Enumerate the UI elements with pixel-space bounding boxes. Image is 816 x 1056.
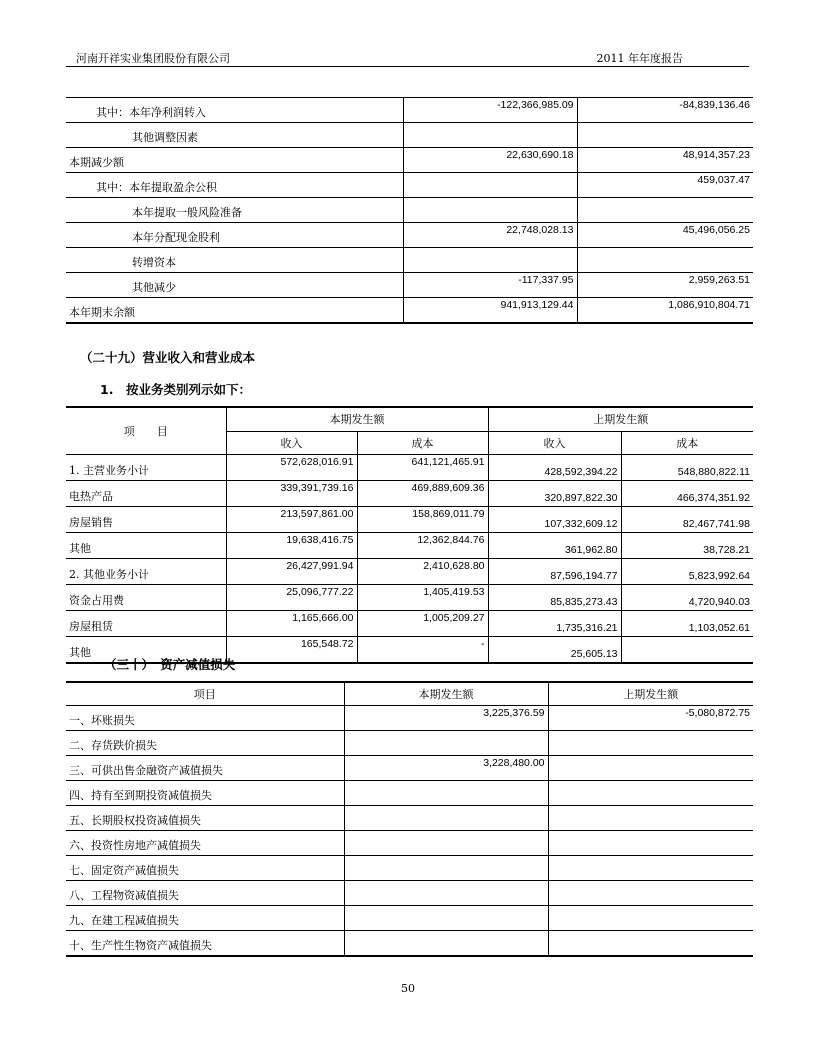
table-row — [66, 831, 753, 856]
table-row — [66, 98, 753, 123]
row-label: 七、固定资产减值损失 — [66, 856, 344, 881]
row-label: 1. 主营业务小计 — [66, 455, 226, 481]
current-period-value: 3,225,376.59 — [344, 706, 548, 731]
col-prior-cost: 成本 — [621, 431, 753, 455]
table-row — [66, 731, 753, 756]
current-period-value: 22,630,690.18 — [403, 148, 577, 173]
row-label: 十、生产性生物资产减值损失 — [66, 931, 344, 957]
table-row — [66, 248, 753, 273]
row-label: 六、投资性房地产减值损失 — [66, 831, 344, 856]
current-period-value — [344, 856, 548, 881]
current-cost: 2,410,628.80 — [357, 559, 488, 585]
prior-period-value: 2,959,263.51 — [577, 273, 753, 298]
equity-change-table — [66, 97, 753, 324]
row-label: 资金占用费 — [66, 585, 226, 611]
section-30-title: （三十） 资产减值损失 — [104, 657, 236, 672]
prior-period-value — [577, 123, 753, 148]
row-label: 房屋销售 — [66, 507, 226, 533]
prior-cost: 82,467,741.98 — [621, 507, 753, 533]
row-label: 其中：本年提取盈余公积 — [66, 173, 403, 198]
prior-period-value: -5,080,872.75 — [548, 706, 753, 731]
current-income: 165,548.72 — [226, 637, 357, 664]
prior-period-value — [548, 906, 753, 931]
current-income: 213,597,861.00 — [226, 507, 357, 533]
col-current-header: 本期发生额 — [344, 682, 548, 706]
row-label: 五、长期股权投资减值损失 — [66, 806, 344, 831]
prior-income: 361,962.80 — [488, 533, 621, 559]
current-period-value — [344, 881, 548, 906]
current-period-value — [403, 123, 577, 148]
current-period-value: -122,366,985.09 — [403, 98, 577, 123]
table-row — [66, 585, 753, 611]
current-period-value: 3,228,480.00 — [344, 756, 548, 781]
prior-period-value — [577, 248, 753, 273]
current-period-value — [344, 831, 548, 856]
section-29-title: （二十九）营业收入和营业成本 — [80, 350, 256, 365]
col-item-header: 项 目 — [66, 407, 226, 455]
prior-period-value: 459,037.47 — [577, 173, 753, 198]
report-title: 2011 年年度报告 — [596, 52, 683, 65]
table-row — [66, 223, 753, 248]
row-label: 二、存货跌价损失 — [66, 731, 344, 756]
table-row — [66, 298, 753, 324]
current-period-value — [344, 781, 548, 806]
prior-income: 320,897,822.30 — [488, 481, 621, 507]
current-income: 25,096,777.22 — [226, 585, 357, 611]
page-header — [66, 50, 749, 66]
prior-income: 428,592,394.22 — [488, 455, 621, 481]
prior-period-value — [548, 831, 753, 856]
row-label: 三、可供出售金融资产减值损失 — [66, 756, 344, 781]
section-29-subtitle: 1. 按业务类别列示如下： — [100, 382, 251, 397]
table-row — [66, 781, 753, 806]
prior-period-value — [577, 198, 753, 223]
table-row — [66, 455, 753, 481]
prior-cost: 4,720,940.03 — [621, 585, 753, 611]
table-row — [66, 123, 753, 148]
table-row — [66, 273, 753, 298]
prior-cost: 1,103,052.61 — [621, 611, 753, 637]
prior-period-value — [548, 756, 753, 781]
row-label: 转增资本 — [66, 248, 403, 273]
table-row — [66, 148, 753, 173]
row-label: 本年分配现金股利 — [66, 223, 403, 248]
row-label: 其中：本年净利润转入 — [66, 98, 403, 123]
table-row — [66, 881, 753, 906]
current-period-value — [344, 931, 548, 957]
prior-cost: 5,823,992.64 — [621, 559, 753, 585]
prior-income: 1,735,316.21 — [488, 611, 621, 637]
row-label: 四、持有至到期投资减值损失 — [66, 781, 344, 806]
company-name: 河南开祥实业集团股份有限公司 — [76, 52, 230, 65]
table-row — [66, 806, 753, 831]
current-period-value — [403, 173, 577, 198]
prior-period-value: 45,496,056.25 — [577, 223, 753, 248]
current-period-value: -117,337.95 — [403, 273, 577, 298]
prior-income: 85,835,273.43 — [488, 585, 621, 611]
table-row — [66, 559, 753, 585]
current-income: 19,638,416.75 — [226, 533, 357, 559]
table-row — [66, 533, 753, 559]
table-row — [66, 856, 753, 881]
row-label: 本年提取一般风险准备 — [66, 198, 403, 223]
prior-cost: 548,880,822.11 — [621, 455, 753, 481]
prior-period-value: -84,839,136.46 — [577, 98, 753, 123]
prior-period-value — [548, 856, 753, 881]
current-period-value — [344, 906, 548, 931]
current-cost: 641,121,465.91 — [357, 455, 488, 481]
current-cost: 12,362,844.76 — [357, 533, 488, 559]
current-cost: - — [357, 637, 488, 664]
current-income: 1,165,666.00 — [226, 611, 357, 637]
prior-period-value — [548, 806, 753, 831]
table-row — [66, 706, 753, 731]
page-number: 50 — [401, 982, 415, 995]
current-period-value — [344, 731, 548, 756]
prior-income: 25,605.13 — [488, 637, 621, 664]
row-label: 电热产品 — [66, 481, 226, 507]
table-row — [66, 931, 753, 957]
table-row — [66, 481, 753, 507]
table-row — [66, 756, 753, 781]
current-period-value — [403, 198, 577, 223]
prior-period-value: 1,086,910,804.71 — [577, 298, 753, 324]
prior-cost — [621, 637, 753, 664]
row-label: 其他 — [66, 637, 226, 664]
table-row — [66, 198, 753, 223]
current-cost: 158,869,011.79 — [357, 507, 488, 533]
table-row — [66, 611, 753, 637]
current-income: 339,391,739.16 — [226, 481, 357, 507]
impairment-loss-table — [66, 681, 753, 957]
current-period-value — [403, 248, 577, 273]
current-period-value — [344, 806, 548, 831]
row-label: 其他调整因素 — [66, 123, 403, 148]
row-label: 本期减少额 — [66, 148, 403, 173]
col-prior-header: 上期发生额 — [548, 682, 753, 706]
col-current-header: 本期发生额 — [226, 407, 488, 431]
row-label: 房屋租赁 — [66, 611, 226, 637]
revenue-cost-table — [66, 406, 753, 664]
current-income: 572,628,016.91 — [226, 455, 357, 481]
prior-period-value — [548, 881, 753, 906]
col-item-header: 项目 — [66, 682, 344, 706]
prior-period-value — [548, 731, 753, 756]
prior-income: 87,596,194.77 — [488, 559, 621, 585]
prior-cost: 38,728.21 — [621, 533, 753, 559]
current-period-value: 22,748,028.13 — [403, 223, 577, 248]
current-period-value: 941,913,129.44 — [403, 298, 577, 324]
row-label: 一、坏账损失 — [66, 706, 344, 731]
table-row — [66, 906, 753, 931]
col-prior-income: 收入 — [488, 431, 621, 455]
current-cost: 469,889,609.36 — [357, 481, 488, 507]
col-prior-header: 上期发生额 — [488, 407, 753, 431]
row-label: 2. 其他业务小计 — [66, 559, 226, 585]
row-label: 九、在建工程减值损失 — [66, 906, 344, 931]
col-current-cost: 成本 — [357, 431, 488, 455]
row-label: 八、工程物资减值损失 — [66, 881, 344, 906]
prior-period-value: 48,914,357.23 — [577, 148, 753, 173]
row-label: 本年期末余额 — [66, 298, 403, 324]
prior-income: 107,332,609.12 — [488, 507, 621, 533]
col-current-income: 收入 — [226, 431, 357, 455]
prior-period-value — [548, 781, 753, 806]
current-cost: 1,405,419.53 — [357, 585, 488, 611]
header-divider — [66, 66, 749, 67]
current-cost: 1,005,209.27 — [357, 611, 488, 637]
current-income: 26,427,991.94 — [226, 559, 357, 585]
prior-cost: 466,374,351.92 — [621, 481, 753, 507]
table-row — [66, 173, 753, 198]
prior-period-value — [548, 931, 753, 957]
row-label: 其他减少 — [66, 273, 403, 298]
table-row — [66, 507, 753, 533]
row-label: 其他 — [66, 533, 226, 559]
